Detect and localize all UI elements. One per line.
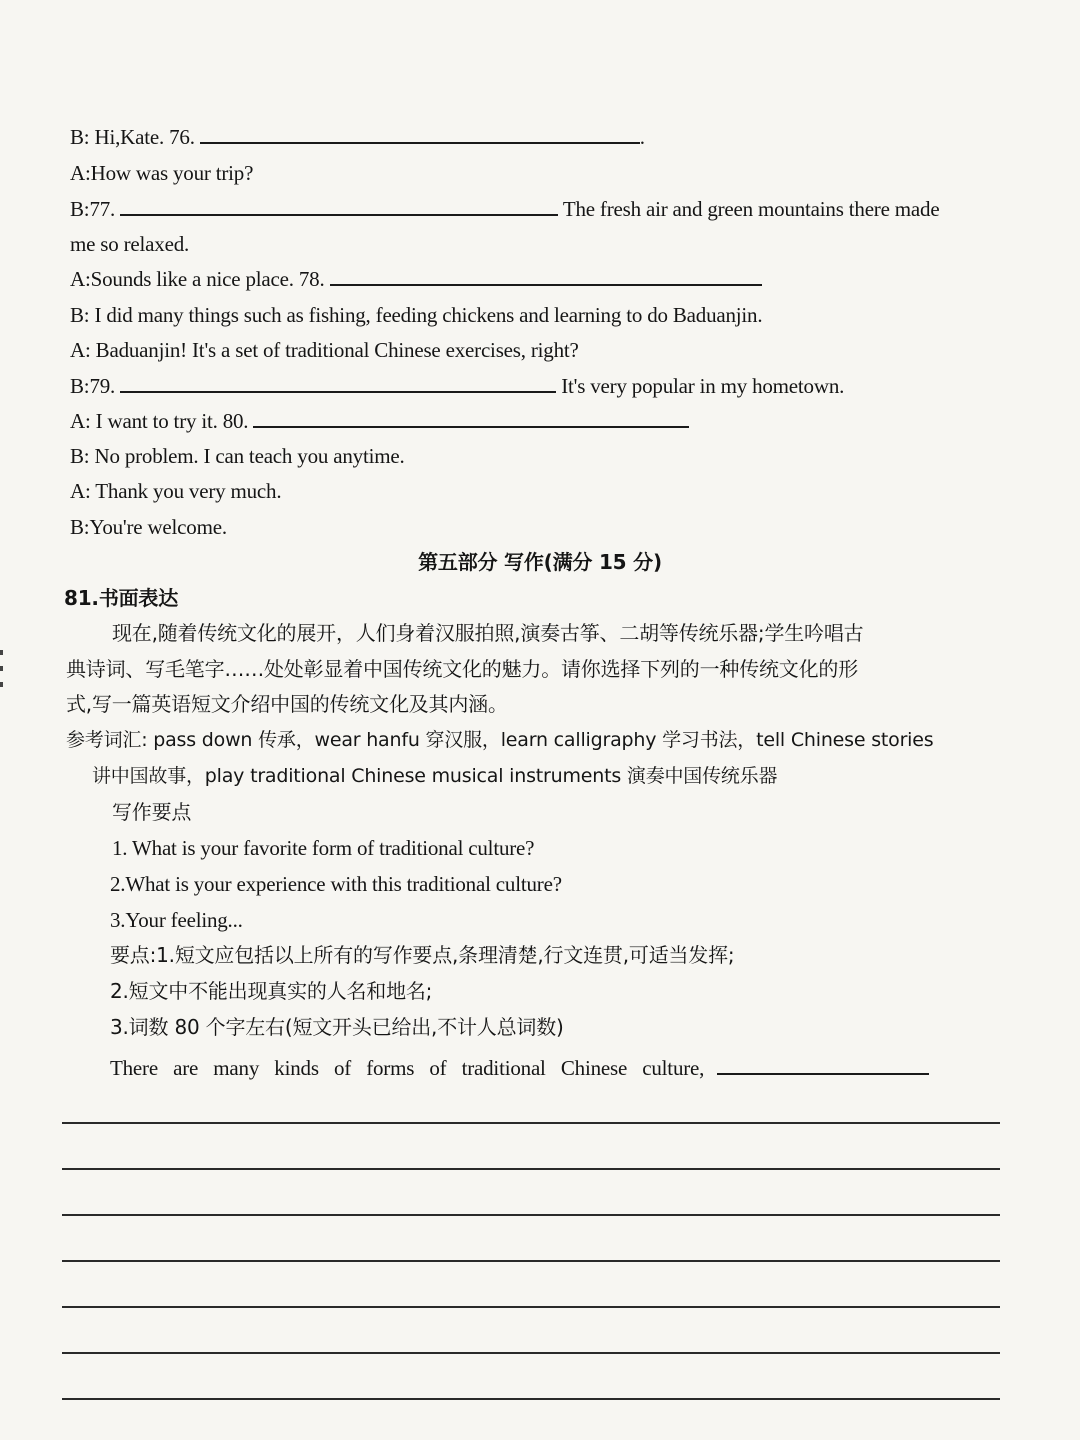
dialogue-line: A:How was your trip? [70, 161, 254, 185]
opening-sentence: There are many kinds of forms of traditional Chinese culture, [110, 1053, 929, 1083]
question-label: 81.书面表达 [64, 586, 179, 610]
writing-line[interactable] [62, 1122, 1000, 1124]
writing-point: 3.Your feeling... [110, 908, 243, 932]
dialogue-line-78: A:Sounds like a nice place. 78. [70, 264, 762, 294]
writing-line[interactable] [62, 1398, 1000, 1400]
answer-blank-78[interactable] [330, 264, 762, 286]
dialogue-line: me so relaxed. [70, 232, 190, 256]
prompt-line: 典诗词、写毛笔字……处处彰显着中国传统文化的魅力。请你选择下列的一种传统文化的形 [66, 657, 858, 681]
dialogue-line-80: A: I want to try it. 80. [70, 406, 689, 436]
binding-mark [0, 682, 3, 687]
requirement-line: 要点:1.短文应包括以上所有的写作要点,条理清楚,行文连贯,可适当发挥; [110, 943, 735, 967]
writing-line[interactable] [62, 1168, 1000, 1170]
vocab-line: 讲中国故事，play traditional Chinese musical instruments 演奏中国传统乐器 [92, 765, 778, 787]
writing-point: 1. What is your favorite form of traditional culture? [112, 836, 535, 860]
dialogue-line-76: B: Hi,Kate. 76. . [70, 122, 645, 152]
answer-blank-80[interactable] [253, 406, 689, 428]
prompt-line: 式,写一篇英语短文介绍中国的传统文化及其内涵。 [66, 692, 508, 716]
writing-line[interactable] [62, 1306, 1000, 1308]
prompt-line: 现在,随着传统文化的展开，人们身着汉服拍照,演奏古筝、二胡等传统乐器;学生吟唱古 [112, 621, 864, 645]
dialogue-line: B: No problem. I can teach you anytime. [70, 444, 405, 468]
answer-blank-76[interactable] [200, 122, 640, 144]
dialogue-line: B: I did many things such as fishing, feeding chickens and learning to do Baduanjin. [70, 303, 763, 327]
writing-line[interactable] [62, 1214, 1000, 1216]
requirement-line: 3.词数 80 个字左右(短文开头已给出,不计人总词数) [110, 1015, 564, 1039]
answer-blank-77[interactable] [120, 194, 558, 216]
section-title: 第五部分 写作(满分 15 分) [418, 550, 662, 574]
writing-point: 2.What is your experience with this traditional culture? [110, 872, 562, 896]
essay-start-blank[interactable] [717, 1053, 929, 1075]
binding-mark [0, 650, 3, 655]
writing-points-title: 写作要点 [112, 800, 192, 824]
dialogue-line: A: Thank you very much. [70, 479, 282, 503]
writing-line[interactable] [62, 1352, 1000, 1354]
answer-blank-79[interactable] [120, 371, 556, 393]
dialogue-line-79: B:79. It's very popular in my hometown. [70, 371, 844, 401]
requirement-line: 2.短文中不能出现真实的人名和地名; [110, 979, 433, 1003]
binding-mark [0, 666, 3, 671]
dialogue-line: A: Baduanjin! It's a set of traditional Chinese exercises, right? [70, 338, 579, 362]
vocab-line: 参考词汇: pass down 传承，wear hanfu 穿汉服，learn calligraphy 学习书法，tell Chinese stories [66, 729, 934, 751]
writing-line[interactable] [62, 1260, 1000, 1262]
dialogue-line: B:You're welcome. [70, 515, 227, 539]
dialogue-line-77: B:77. The fresh air and green mountains there made [70, 194, 939, 224]
